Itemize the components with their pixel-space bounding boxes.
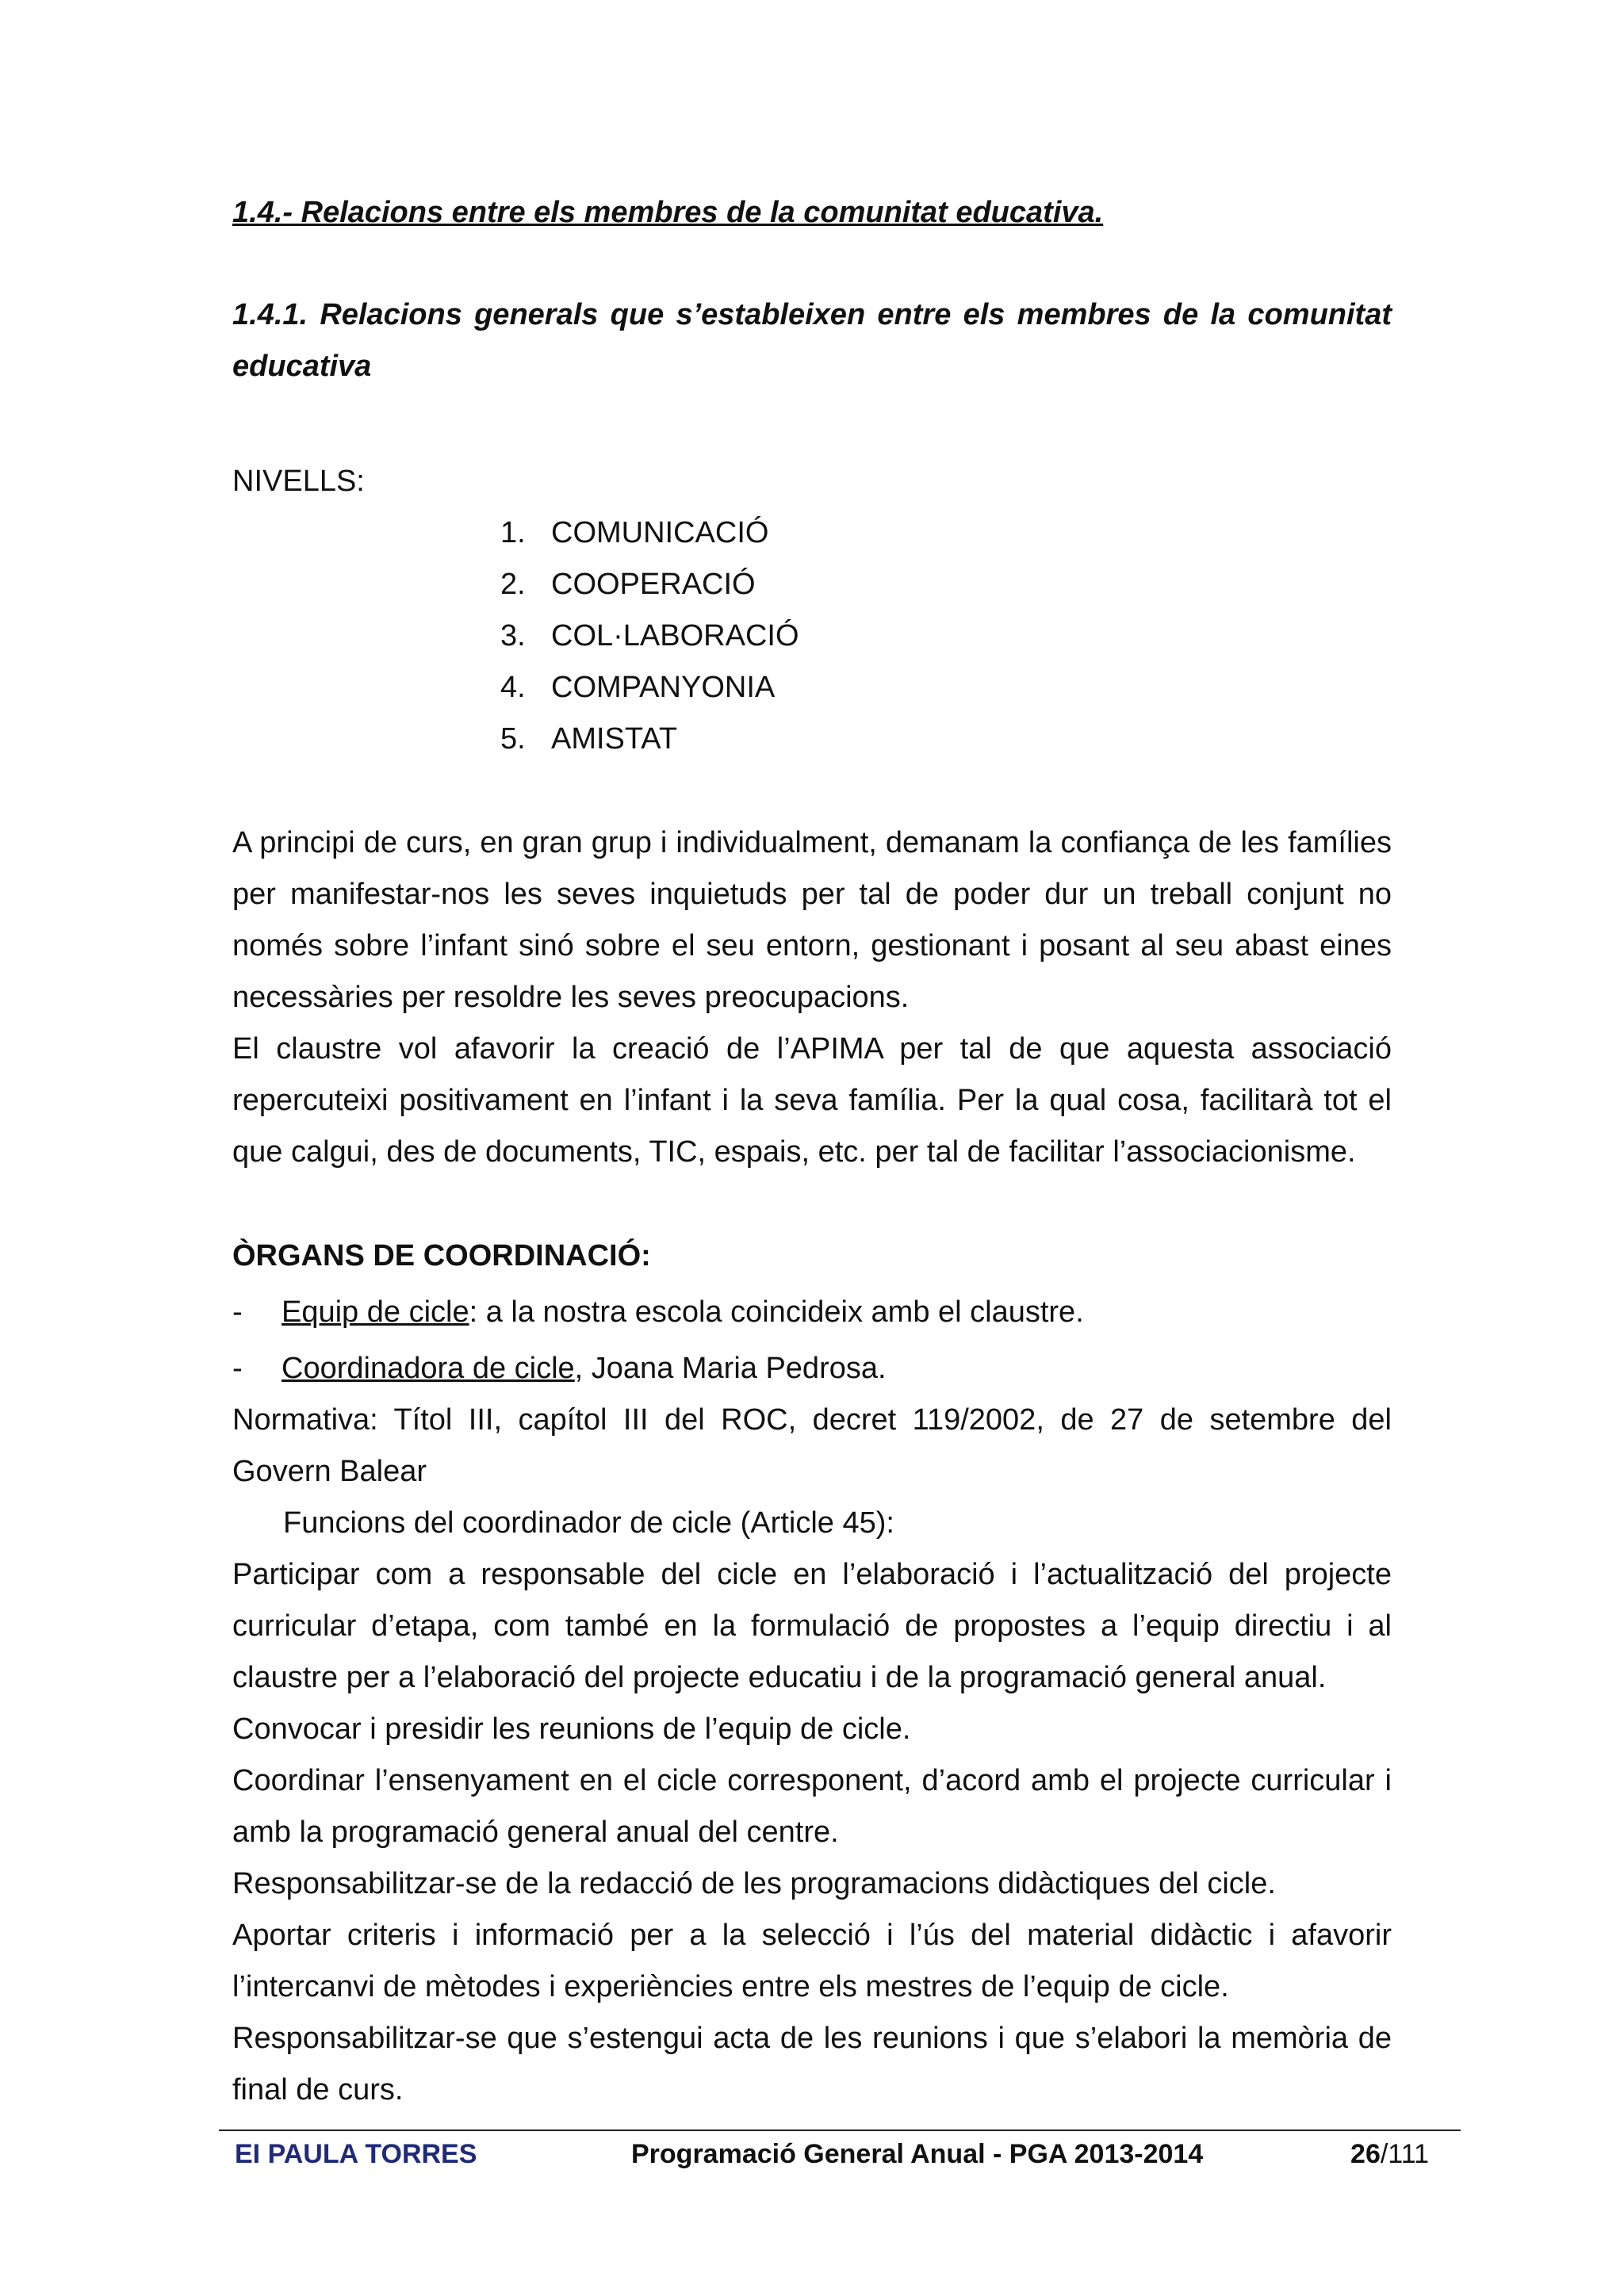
function-item: Participar com a responsable del cicle en l’elaboració i l’actualització del projecte curricular d’etapa, com també en la formulació de propostes a l’equip directiu i al claustre per a l’elaboració del projecte educatiu i de la programació general anual. — [232, 1558, 1392, 1694]
list-item: 1. COMUNICACIÓ — [500, 516, 769, 549]
list-item: - Equip de cicle: a la nostra escola coincideix amb el claustre. — [232, 1295, 1084, 1329]
footer-page-number: 26/111 — [1350, 2139, 1429, 2169]
subsection-heading: 1.4.1. Relacions generals que s’estableixen entre els membres de la comunitat educativa — [232, 298, 1392, 383]
normativa-text: Normativa: Títol III, capítol III del ROC, decret 119/2002, de 27 de setembre del Govern Balear — [232, 1403, 1392, 1488]
coordinadora-term: Coordinadora de cicle — [282, 1352, 575, 1385]
paragraph-families: A principi de curs, en gran grup i individualment, demanam la confiança de les famílies per manifestar-nos les seves inquietuds per tal de poder dur un treball conjunt no només sobre l’infant sinó sobre el seu entorn, gestionant i posant al seu abast eines necessàries per resoldre les seves preocupacions. — [232, 826, 1392, 1014]
section-heading: 1.4.- Relacions entre els membres de la comunitat educativa. — [232, 196, 1104, 229]
coordination-heading: ÒRGANS DE COORDINACIÓ: — [232, 1239, 651, 1272]
list-item: 2. COOPERACIÓ — [500, 568, 756, 601]
function-item: Coordinar l’ensenyament en el cicle corresponent, d’acord amb el projecte curricular i amb la programació general anual del centre. — [232, 1764, 1392, 1849]
paragraph-apima: El claustre vol afavorir la creació de l’APIMA per tal de que aquesta associació repercuteixi positivament en l’infant i la seva família. Per la qual cosa, facilitarà tot el que calgui, des de documents, TIC, espais, etc. per tal de facilitar l’associacionisme. — [232, 1032, 1392, 1169]
function-item: Aportar criteris i informació per a la selecció i l’ús del material didàctic i afavorir l’intercanvi de mètodes i experiències entre els mestres de l’equip de cicle. — [232, 1919, 1392, 2003]
equip-cicle-term: Equip de cicle — [282, 1295, 469, 1329]
list-item: 5. AMISTAT — [500, 722, 678, 756]
footer-doc-title: Programació General Anual - PGA 2013-2014 — [631, 2139, 1204, 2169]
function-item: Responsabilitzar-se que s’estengui acta de les reunions i que s’elabori la memòria de final de curs. — [232, 2022, 1392, 2107]
list-item: - Coordinadora de cicle, Joana Maria Pedrosa. — [232, 1352, 887, 1385]
page-content — [232, 187, 1392, 2116]
levels-list — [232, 507, 1392, 765]
levels-label: NIVELLS: — [232, 465, 365, 498]
function-item: Convocar i presidir les reunions de l’equip de cicle. — [232, 1712, 911, 1746]
footer-school: EI PAULA TORRES — [235, 2139, 477, 2169]
function-item: Responsabilitzar-se de la redacció de les programacions didàctiques del cicle. — [232, 1867, 1276, 1900]
list-item: 4. COMPANYONIA — [500, 671, 776, 704]
functions-title: Funcions del coordinador de cicle (Article 45): — [283, 1506, 894, 1540]
page-footer — [219, 2130, 1461, 2169]
list-item: 3. COL·LABORACIÓ — [500, 619, 799, 652]
